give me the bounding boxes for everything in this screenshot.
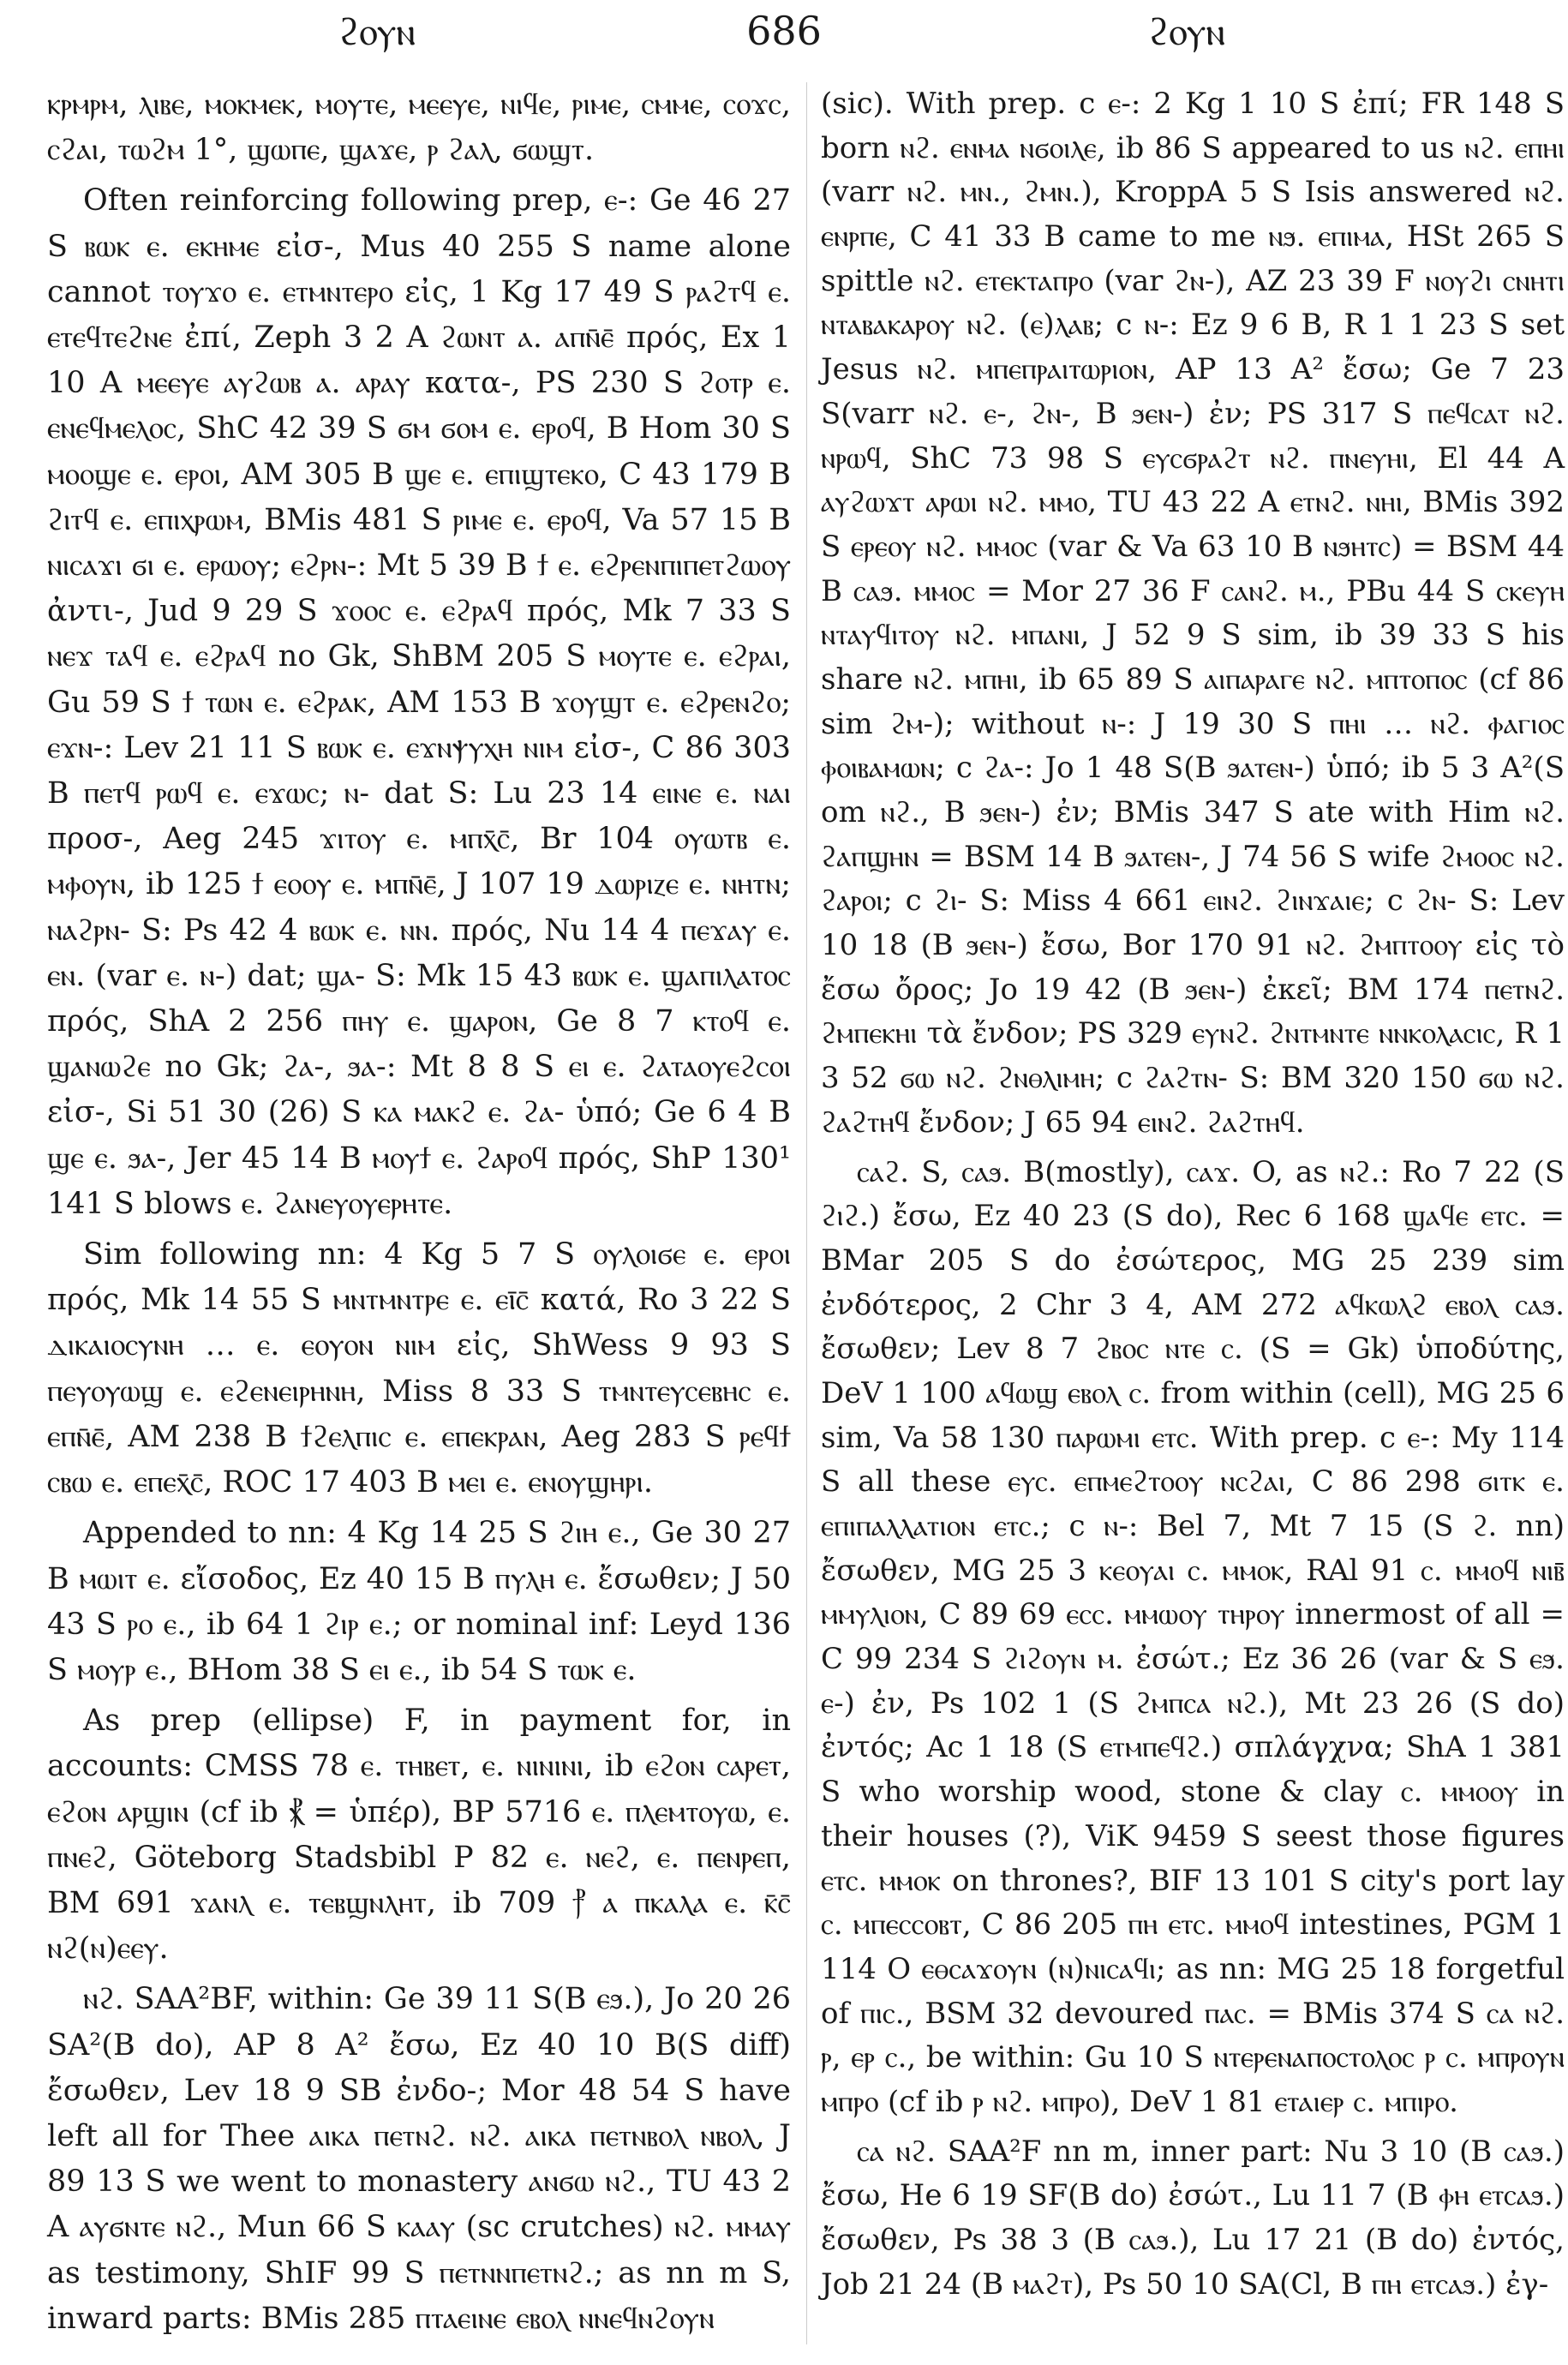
page-number: 686 [746,8,822,54]
right-paragraph-3: ⲥⲁ ⲛϩ. SAA²F nn m, inner part: Nu 3 10 (B ⲥⲁϧ.) ἔσω, He 6 19 SF(B do) ἐσώτ., Lu 11 7 (B ⲫⲏ ⲉⲧⲥⲁϧ.) ἔσωθεν, Ps 38 3 (B ⲥⲁϧ.), Lu 17 21 (B do) ἐντός, Job 21 24 (B ⲙⲁϩⲧ), Ps 50 10 SA(Cl, B ⲡⲏ ⲉⲧⲥⲁϧ.) ἐγ- [821,2134,1565,2302]
right-running-headword: ϩⲟⲩⲛ [1148,10,1225,54]
page-header [0,0,1568,86]
left-paragraph-1: ⲕⲣⲙⲣⲙ, ⲗⲓⲃⲉ, ⲙⲟⲕⲙⲉⲕ, ⲙⲟⲩⲧⲉ, ⲙⲉⲉⲩⲉ, ⲛⲓϥⲉ, ⲣⲓⲙⲉ, ⲥⲙⲙⲉ, ⲥⲟϫⲥ, ⲥϩⲁⲓ, ⲧⲱϩⲙ 1°, ϣⲱⲡⲉ, ϣⲁϫⲉ, ⲣ ϩⲁⲗ, ϭⲱϣⲧ. [47,87,791,168]
left-running-headword: ϩⲟⲩⲛ [338,10,416,54]
left-column [47,82,791,2342]
right-paragraph-2: ⲥⲁϩ. S, ⲥⲁϧ. B(mostly), ⲥⲁϫ. O, as ⲛϩ.: Ro 7 22 (S ϩⲓϩ.) ἔσω, Ez 40 23 (S do), Rec 6 168 ϣⲁϥⲉ ⲉⲧⲥ. = BMar 205 S do ἐσώτερος, MG 25 239 sim ἐνδότερος, 2 Chr 3 4, AM 272 ⲁϥⲕⲱⲗϩ ⲉⲃⲟⲗ ⲥⲁϧ. ἔσωθεν; Lev 8 7 ϩⲃⲟⲥ ⲛⲧⲉ ⲥ. (S = Gk) ὑποδύτης, DeV 1 100 ⲁϥⲱϣ ⲉⲃⲟⲗ ⲥ. from within (cell), MG 25 6 sim, Va 58 130 ⲡⲁⲣⲱⲙⲓ ⲉⲧⲥ. With prep. c ⲉ-: My 114 S all these ⲉⲩⲥ. ⲉⲡⲙⲉϩⲧⲟⲟⲩ ⲛⲥϩⲁⲓ, C 86 298 ϭⲓⲧⲕ ⲉ. ⲉⲡⲓⲡⲁⲗⲗⲁⲧⲓⲟⲛ ⲉⲧⲥ.; c ⲛ-: Bel 7, Mt 7 15 (S ϩ. nn) ἔσωθεν, MG 25 3 ⲕⲉⲟⲩⲁⲓ ⲥ. ⲙⲙⲟⲕ, RAl 91 ⲥ. ⲙⲙⲟϥ ⲛⲓⲃ̄ ⲙⲙⲩⲗⲓⲟⲛ, C 89 69 ⲉⲥⲥ. ⲙⲙⲱⲟⲩ ⲧⲏⲣⲟⲩ innermost of all = C 99 234 S ϩⲓϩⲟⲩⲛ ⲙ. ἐσώτ.; Ez 36 26 (var & S ⲉϧ. ⲉ-) ἐν, Ps 102 1 (S ϩⲙⲡⲥⲁ ⲛϩ.), Mt 23 26 (S do) ἐντός; Ac 1 18 (S ⲉⲧⲙⲡⲉϥϩ.) σπλάγχνα; ShA 1 381 S who worship wood, stone & clay ⲥ. ⲙⲙⲟⲟⲩ in their houses (?), ViK 9459 S seest those figures ⲉⲧⲥ. ⲙⲙⲟⲕ on thrones?, BIF 13 101 S city's port lay ⲥ. ⲙⲡⲉⲥⲥⲟⲃⲧ, C 86 205 ⲡⲏ ⲉⲧⲥ. ⲙⲙⲟϥ intestines, PGM 1 114 O ⲉⲑⲥⲁϫⲟⲩⲛ (ⲛ)ⲛⲓⲥⲁϥⲓ; as nn: MG 25 18 forgetful of ⲡⲓⲥ., BSM 32 devoured ⲡⲁⲥ. = BMis 374 S ⲥⲁ ⲛϩ. ⲣ, ⲉⲣ ⲥ., be within: Gu 10 S ⲛⲧⲉⲣⲉⲛⲁⲡⲟⲥⲧⲟⲗⲟⲥ ⲣ ⲥ. ⲙⲡⲣⲟⲩⲛ ⲙⲡⲣⲟ (cf ib ⲣ ⲛϩ. ⲙⲡⲣⲟ), DeV 1 81 ⲉⲧⲁⲓⲉⲣ ⲥ. ⲙⲡⲓⲣⲟ. [821,1154,1565,2119]
column-divider [806,82,807,2344]
left-paragraph-6: ⲛϩ. SAA²BF, within: Ge 39 11 S(B ⲉϧ.), Jo 20 26 SA²(B do), AP 8 A² ἔσω, Ez 40 10 B(S diff) ἔσωθεν, Lev 18 9 SB ἐνδο-; Mor 48 54 S have left all for Thee ⲁⲓⲕⲁ ⲡⲉⲧⲛϩ. ⲛϩ. ⲁⲓⲕⲁ ⲡⲉⲧⲛⲃⲟⲗ ⲛⲃⲟⲗ, J 89 13 S we went to monastery ⲁⲛϭⲱ ⲛϩ., TU 43 2 A ⲁⲩϭⲛⲧⲉ ⲛϩ., Mun 66 S ⲕⲁⲁⲩ (sc crutches) ⲛϩ. ⲙⲙⲁⲩ as testimony, ShIF 99 S ⲡⲉⲧⲛⲛⲡⲉⲧⲛϩ.; as nn m S, inward parts: BMis 285 ⲡⲧⲁⲉⲓⲛⲉ ⲉⲃⲟⲗ ⲛⲛⲉϥⲛϩⲟⲩⲛ [47,1982,791,2336]
right-column [821,82,1565,2307]
left-paragraph-2: Often reinforcing following prep, ⲉ-: Ge 46 27 S ⲃⲱⲕ ⲉ. ⲉⲕⲏⲙⲉ εἰσ-, Mus 40 255 S name alone cannot ⲧⲟⲩϫⲟ ⲉ. ⲉⲧⲙⲛⲧⲉⲣⲟ εἰς, 1 Kg 17 49 S ⲣⲁϩⲧϥ ⲉ. ⲉⲧⲉϥⲧⲉϩⲛⲉ ἐπί, Zeph 3 2 A ϩⲱⲛⲧ ⲁ. ⲁⲡⲛ̄ⲉ̄ πρός, Ex 1 10 A ⲙⲉⲉⲩⲉ ⲁⲩϩⲱⲃ ⲁ. ⲁⲣⲁⲩ κατα-, PS 230 S ϩⲟⲧⲣ ⲉ. ⲉⲛⲉϥⲙⲉⲗⲟⲥ, ShC 42 39 S ϭⲙ ϭⲟⲙ ⲉ. ⲉⲣⲟϥ, B Hom 30 S ⲙⲟⲟϣⲉ ⲉ. ⲉⲣⲟⲓ, AM 305 B ϣⲉ ⲉ. ⲉⲡⲓϣⲧⲉⲕⲟ, C 43 179 B ϩⲓⲧϥ ⲉ. ⲉⲡⲓⲭⲣⲱⲙ, BMis 481 S ⲣⲓⲙⲉ ⲉ. ⲉⲣⲟϥ, Va 57 15 B ⲛⲓⲥⲁϫⲓ ϭⲓ ⲉ. ⲉⲣⲱⲟⲩ; ⲉϩⲣⲛ-: Mt 5 39 B ϯ ⲉ. ⲉϩⲣⲉⲛⲡⲓⲡⲉⲧϩⲱⲟⲩ ἀντι-, Jud 9 29 S ϫⲟⲟⲥ ⲉ. ⲉϩⲣⲁϥ πρός, Mk 7 33 S ⲛⲉϫ ⲧⲁϥ ⲉ. ⲉϩⲣⲁϥ no Gk, ShBM 205 S ⲙⲟⲩⲧⲉ ⲉ. ⲉϩⲣⲁⲓ, Gu 59 S ϯ ⲧⲱⲛ ⲉ. ⲉϩⲣⲁⲕ, AM 153 B ϫⲟⲩϣⲧ ⲉ. ⲉϩⲣⲉⲛϩⲟ; ⲉϫⲛ-: Lev 21 11 S ⲃⲱⲕ ⲉ. ⲉϫⲛⲯⲩⲭⲏ ⲛⲓⲙ εἰσ-, C 86 303 B ⲡⲉⲧϥ ⲣⲱϥ ⲉ. ⲉϫⲱⲥ; ⲛ- dat S: Lu 23 14 ⲉⲓⲛⲉ ⲉ. ⲛⲁⲓ προσ-, Aeg 245 ϫⲓⲧⲟⲩ ⲉ. ⲙⲡⲭ̄ⲥ̄, Br 104 ⲟⲩⲱⲧⲃ ⲉ. ⲙⲫⲟⲩⲛ, ib 125 ϯ ⲉⲟⲟⲩ ⲉ. ⲙⲡⲛ̄ⲉ̄, J 107 19 ⲇⲱⲣⲓⲍⲉ ⲉ. ⲛⲏⲧⲛ; ⲛⲁϩⲣⲛ- S: Ps 42 4 ⲃⲱⲕ ⲉ. ⲛⲛ. πρός, Nu 14 4 ⲡⲉϫⲁⲩ ⲉ. ⲉⲛ. (var ⲉ. ⲛ-) dat; ϣⲁ- S: Mk 15 43 ⲃⲱⲕ ⲉ. ϣⲁⲡⲓⲗⲁⲧⲟⲥ πρός, ShA 2 256 ⲡⲏⲩ ⲉ. ϣⲁⲣⲟⲛ, Ge 8 7 ⲕⲧⲟϥ ⲉ. ϣⲁⲛⲱϩⲉ no Gk; ϩⲁ-, ϧⲁ-: Mt 8 8 S ⲉⲓ ⲉ. ϩⲁⲧⲁⲟⲩⲉϩⲥⲟⲓ εἰσ-, Si 51 30 (26) S ⲕⲁ ⲙⲁⲕϩ ⲉ. ϩⲁ- ὑπό; Ge 6 4 B ϣⲉ ⲉ. ϧⲁ-, Jer 45 14 B ⲙⲟⲩϯ ⲉ. ϩⲁⲣⲟϥ πρός, ShP 130¹ 141 S blows ⲉ. ϩⲁⲛⲉⲩⲟⲩⲉⲣⲏⲧⲉ. [47,183,791,1221]
left-paragraph-4: Appended to nn: 4 Kg 14 25 S ϩⲓⲏ ⲉ., Ge 30 27 B ⲙⲱⲓⲧ ⲉ. εἴσοδος, Ez 40 15 B ⲡⲩⲗⲏ ⲉ. ἔσωθεν; J 50 43 S ⲣⲟ ⲉ., ib 64 1 ϩⲓⲣ ⲉ.; or nominal inf: Leyd 136 S ⲙⲟⲩⲣ ⲉ., BHom 38 S ⲉⲓ ⲉ., ib 54 S ⲧⲱⲕ ⲉ. [47,1516,791,1687]
left-paragraph-5: As prep (ellipse) F, in payment for, in accounts: CMSS 78 ⲉ. ⲧⲏⲃⲉⲧ, ⲉ. ⲛⲓⲛⲓⲛⲓ, ib ⲉϩⲟⲛ ⲥⲁⲣⲉⲧ, ⲉϩⲟⲛ ⲁⲣϣⲓⲛ (cf ib ⳩ = ὑπέρ), BP 5716 ⲉ. ⲡⲗⲉⲙⲧⲟⲩⲱ, ⲉ. ⲡⲛⲉϩ, Göteborg Stadsbibl P 82 ⲉ. ⲛⲉϩ, ⲉ. ⲡⲉⲛⲣⲉⲡ, BM 691 ϫⲁⲛⲗ ⲉ. ⲧⲉⲃϣⲛⲗⲏⲧ, ib 709 ⳨ ⲁ ⲡⲕⲁⲗⲁ ⲉ. ⲕ̄ⲥ̄ ⲛϩ(ⲛ)ⲉⲉⲩ. [47,1703,791,1967]
left-paragraph-3: Sim following nn: 4 Kg 5 7 S ⲟⲩⲗⲟⲓϭⲉ ⲉ. ⲉⲣⲟⲓ πρός, Mk 14 55 S ⲙⲛⲧⲙⲛⲧⲣⲉ ⲉ. ⲉⲓ̄ⲥ̄ κατά, Ro 3 22 S ⲇⲓⲕⲁⲓⲟⲥⲩⲛⲏ … ⲉ. ⲉⲟⲩⲟⲛ ⲛⲓⲙ εἰς, ShWess 9 93 S ⲡⲉⲩⲟⲩⲱϣ ⲉ. ⲉϩⲉⲛⲉⲓⲣⲏⲛⲏ, Miss 8 33 S ⲧⲙⲛⲧⲉⲩⲥⲉⲃⲏⲥ ⲉ. ⲉⲡⲛ̄ⲉ̄, AM 238 B ϯϩⲉⲗⲡⲓⲥ ⲉ. ⲉⲡⲉⲕⲣⲁⲛ, Aeg 283 S ⲣⲉϥϯ ⲥⲃⲱ ⲉ. ⲉⲡⲉⲭ̄ⲥ̄, ROC 17 403 B ⲙⲉⲓ ⲉ. ⲉⲛⲟⲩϣⲏⲣⲓ. [47,1237,791,1500]
right-paragraph-1: (sic). With prep. c ⲉ-: 2 Kg 1 10 S ἐπί; FR 148 S born ⲛϩ. ⲉⲛⲙⲁ ⲛϭⲟⲓⲗⲉ, ib 86 S appeared to us ⲛϩ. ⲉⲡⲏⲓ (varr ⲛϩ. ⲙⲛ., ϩⲙⲛ.), KroppA 5 S Isis answered ⲛϩ. ⲉⲛⲣⲡⲉ, C 41 33 B came to me ⲛϧ. ⲉⲡⲓⲙⲁ, HSt 265 S spittle ⲛϩ. ⲉⲧⲉⲕⲧⲁⲡⲣⲟ (var ϩⲛ-), AZ 23 39 F ⲛⲟⲩϩⲓ ⲥⲛⲏⲧⲓ ⲛⲧⲁⲃⲁⲕⲁⲣⲟⲩ ⲛϩ. (ⲉ)ⲗⲁⲃ; c ⲛ-: Ez 9 6 B, R 1 1 23 S set Jesus ⲛϩ. ⲙⲡⲉⲡⲣⲁⲓⲧⲱⲣⲓⲟⲛ, AP 13 A² ἔσω; Ge 7 23 S(varr ⲛϩ. ⲉ-, ϩⲛ-, B ϧⲉⲛ-) ἐν; PS 317 S ⲡⲉϥⲥⲁⲧ ⲛϩ. ⲛⲣⲱϥ, ShC 73 98 S ⲉⲩⲥϭⲣⲁϩⲧ ⲛϩ. ⲡⲛⲉⲩⲏⲓ, El 44 A ⲁⲩϩⲱϫⲧ ⲁⲣⲱⲓ ⲛϩ. ⲙⲙⲟ, TU 43 22 A ⲉⲧⲛϩ. ⲛⲏⲓ, BMis 392 S ⲉⲣⲉⲟⲩ ⲛϩ. ⲙⲙⲟⲥ (var & Va 63 10 B ⲛϧⲏⲧⲥ) = BSM 44 B ⲥⲁϧ. ⲙⲙⲟⲥ = Mor 27 36 F ⲥⲁⲛϩ. ⲙ., PBu 44 S ⲥⲕⲉⲩⲏ ⲛⲧⲁⲩϥⲓⲧⲟⲩ ⲛϩ. ⲙⲡⲁⲛⲓ, J 52 9 S sim, ib 39 33 S his share ⲛϩ. ⲙⲡⲏⲓ, ib 65 89 S ⲁⲓⲡⲁⲣⲁⲅⲉ ⲛϩ. ⲙⲡⲧⲟⲡⲟⲥ (cf 86 sim ϩⲙ-); without ⲛ-: J 19 30 S ⲡⲏⲓ … ⲛϩ. ⲫⲁⲅⲓⲟⲥ ⲫⲟⲓⲃⲁⲙⲱⲛ; c ϩⲁ-: Jo 1 48 S(B ϧⲁⲧⲉⲛ-) ὑπό; ib 5 3 A²(S om ⲛϩ., B ϧⲉⲛ-) ἐν; BMis 347 S ate with Him ⲛϩ. ϩⲁⲡϣⲏⲛ = BSM 14 B ϧⲁⲧⲉⲛ-, J 74 56 S wife ϩⲙⲟⲟⲥ ⲛϩ. ϩⲁⲣⲟⲓ; c ϩⲓ- S: Miss 4 661 ⲉⲓⲛϩ. ϩⲓⲛϫⲁⲓⲉ; c ϩⲛ- S: Lev 10 18 (B ϧⲉⲛ-) ἔσω, Bor 170 91 ⲛϩ. ϩⲙⲡⲧⲟⲟⲩ εἰς τὸ ἔσω ὄρος; Jo 19 42 (B ϧⲉⲛ-) ἐκεῖ; BM 174 ⲡⲉⲧⲛϩ. ϩⲙⲡⲉⲕⲏⲓ τὰ ἔνδον; PS 329 ⲉⲩⲛϩ. ϩⲛⲧⲙⲛⲧⲉ ⲛⲛⲕⲟⲗⲁⲥⲓⲥ, R 1 3 52 ϭⲱ ⲛϩ. ϩⲛⲑⲗⲓⲙⲏ; c ϩⲁϩⲧⲛ- S: BM 320 150 ϭⲱ ⲛϩ. ϩⲁϩⲧⲏϥ ἔνδον; J 65 94 ⲉⲓⲛϩ. ϩⲁϩⲧⲏϥ. [821,87,1565,1140]
